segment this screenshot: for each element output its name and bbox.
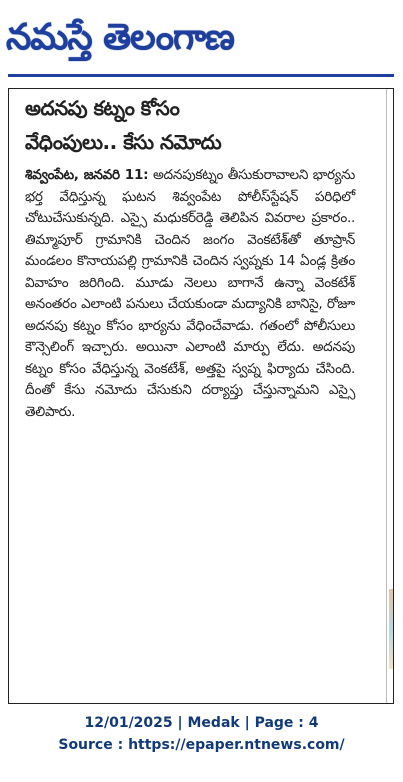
dateline: శివ్వంపేట, జనవరి 11: [25, 167, 149, 183]
article-body-text: అదనపుకట్నం తీసుకురావాలని భార్యను భర్త వేధిస్తున్న ఘటన శివ్వంపేట పోలీస్‌స్టేషన్ పరిధిలో చోటుచేసుకున్నది. ఎస్సై మధుకర్‌రెడ్డి తెలిపిన వివరాల ప్రకారం.. తిమ్మాపూర్ గ్రామానికి చెందిన జంగం వెంకటేశ్‌తో తూప్రాన్ మండలం కొనాయపల్లి గ్రామానికి చెందిన స్వప్నకు 14 ఏండ్ల క్రితం వివాహం జరిగింది. మూడు నెలలు బాగానే ఉన్నా వెంకటేశ్ అనంతరం ఎలాంటి పనులు చేయకుండా మద్యానికి బానిసై, రోజూ అదనపు కట్నం కోసం భార్యను వేధించేవాడు. గతంలో పోలీసులు కౌన్సెలింగ్ ఇచ్చారు. అయినా ఎలాంటి మార్పు లేదు. అదనపు కట్నం కోసం వేధిస్తున్న వెంకటేశ్, అత్తపై స్వప్న ఫిర్యాదు చేసింది. దీంతో కేసు నమోదు చేసుకుని దర్యాప్తు చేస్తున్నామని ఎస్సై తెలిపారు. [25, 167, 355, 420]
newspaper-masthead: నమస్తే తెలంగాణ [6, 16, 234, 58]
column-divider [386, 89, 387, 704]
masthead-rule [8, 74, 394, 77]
news-clipping [8, 88, 394, 704]
edition-info: 12/01/2025 | Medak | Page : 4 [84, 715, 319, 731]
headline-line-2: వేధింపులు.. కేసు నమోదు [25, 130, 222, 154]
headline-line-1: అదనపు కట్నం కోసం [25, 96, 180, 120]
article-body [25, 165, 355, 423]
article [25, 91, 355, 423]
adjacent-photo-fragment [389, 589, 394, 669]
clipping-footer [0, 712, 403, 756]
source-link[interactable]: Source : https://epaper.ntnews.com/ [58, 737, 345, 753]
